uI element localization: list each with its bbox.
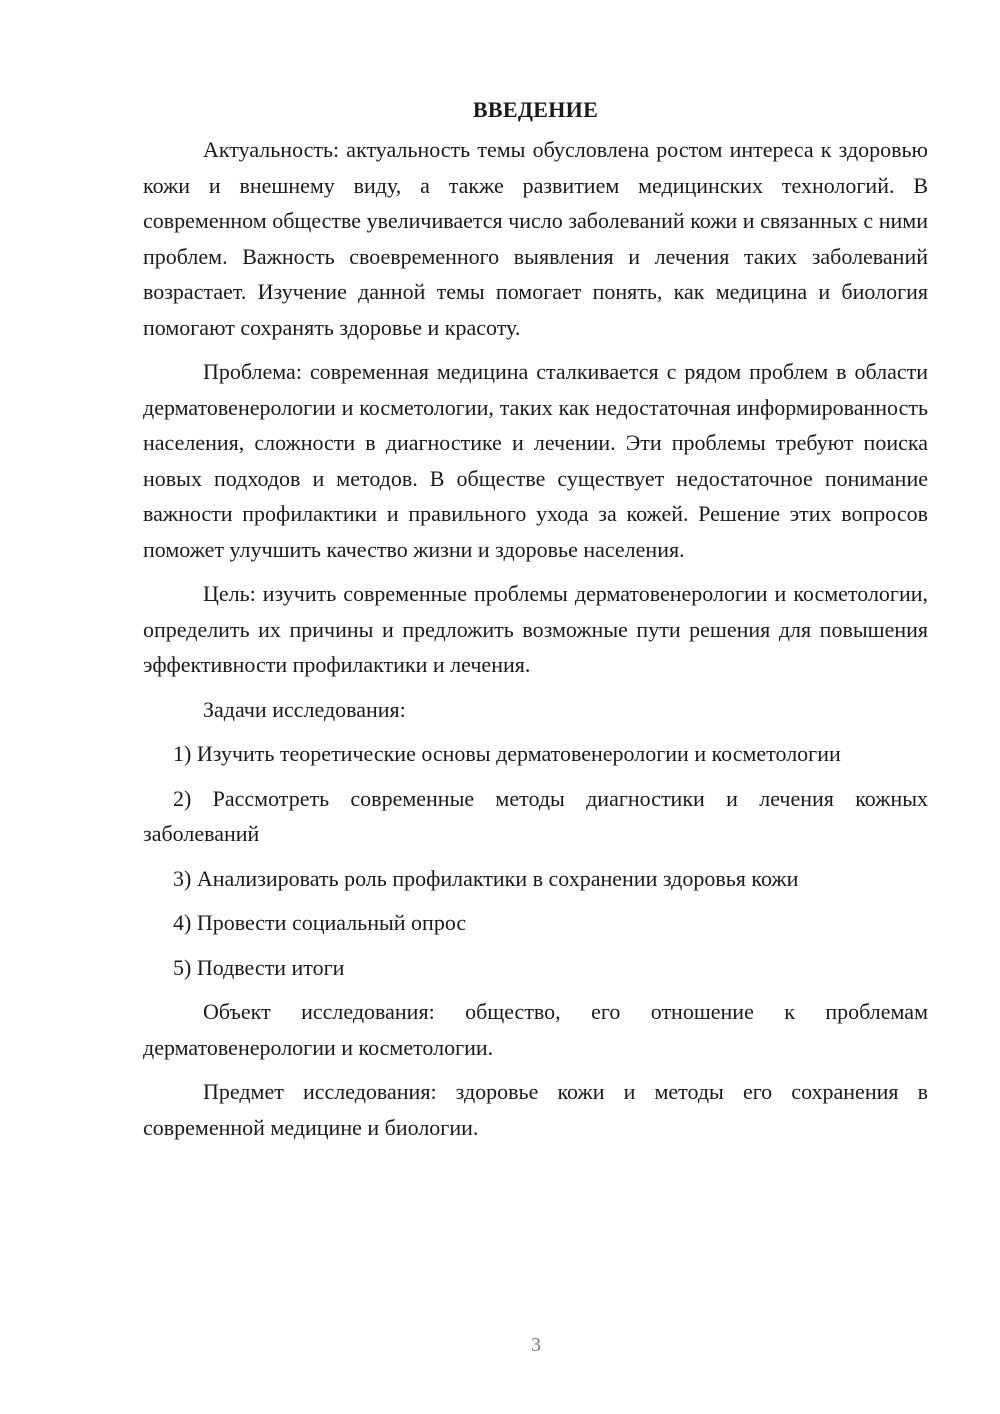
list-item: 5) Подвести итоги	[173, 954, 345, 980]
list-item: 4) Провести социальный опрос	[173, 910, 467, 935]
list-item: 3) Анализировать роль профилактики в сохранении здоровья кожи	[173, 865, 799, 891]
paragraph-subject: Предмет исследования: здоровье кожи и методы его сохранения в современной медицине и биологии.	[143, 1079, 928, 1140]
paragraph-object: Объект исследования: общество, его отношение к проблемам дерматовенерологии и косметологии.	[143, 999, 928, 1060]
tasks-list	[143, 736, 928, 985]
list-item: 2) Рассмотреть современные методы диагностики и лечения кожных заболеваний	[143, 785, 928, 846]
list-item: 1) Изучить теоретические основы дерматовенерологии и косметологии	[173, 741, 841, 766]
tasks-heading: Задачи исследования:	[203, 696, 406, 722]
page-content	[143, 92, 928, 1154]
paragraph-problem: Проблема: современная медицина сталкивается с рядом проблем в области дерматовенерологии и косметологии, таких как недостаточная информированность населения, сложности в диагностике и лечении. Эти проблемы требуют поиска новых подходов и методов. В обществе существует недостаточное понимание важности профилактики и правильного ухода за кожей. Решение этих вопросов поможет улучшить качество жизни и здоровье населения.	[143, 359, 928, 562]
page-number: 3	[531, 1334, 541, 1356]
paragraph-relevance: Актуальность: актуальность темы обусловлена ростом интереса к здоровью кожи и внешнему виду, а также развитием медицинских технологий. В современном обществе увеличивается число заболеваний кожи и связанных с ними проблем. Важность своевременного выявления и лечения таких заболеваний возрастает. Изучение данной темы помогает понять, как медицина и биология помогают сохранять здоровье и красоту.	[143, 137, 928, 340]
paragraph-goal: Цель: изучить современные проблемы дерматовенерологии и косметологии, определить их причины и предложить возможные пути решения для повышения эффективности профилактики и лечения.	[143, 581, 928, 677]
section-title: ВВЕДЕНИЕ	[472, 97, 599, 122]
